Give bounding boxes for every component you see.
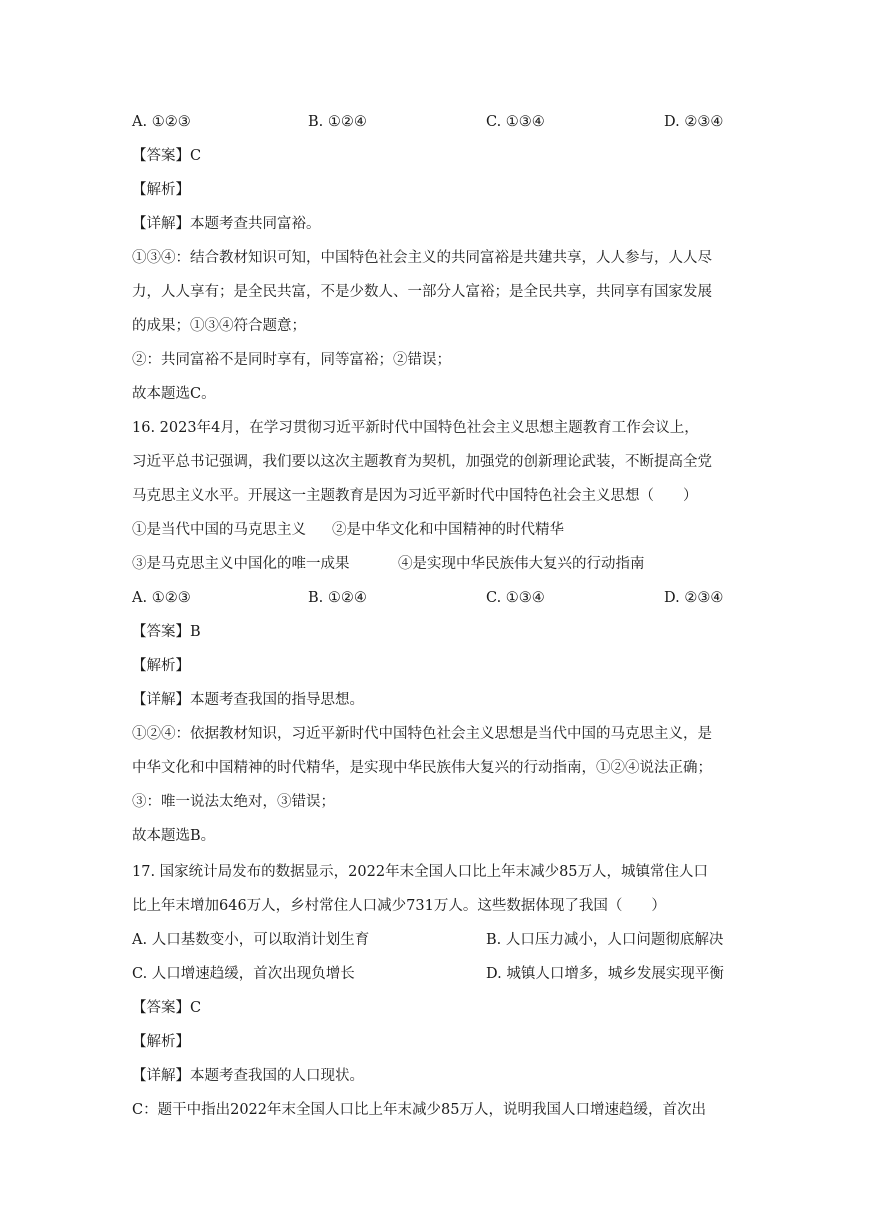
q16-stem-line: 习近平总书记强调，我们要以这次主题教育为契机，加强党的创新理论武装，不断提高全党 xyxy=(132,454,712,470)
q17-option-a: A. 人口基数变小，可以取消计划生育 xyxy=(132,932,370,948)
q17-stem-line: 17. 国家统计局发布的数据显示，2022年末全国人口比上年末减少85万人，城镇常住人口 xyxy=(132,864,709,880)
q15-analysis-heading: 【解析】 xyxy=(132,182,190,198)
q16-statement-4: ④是实现中华民族伟大复兴的行动指南 xyxy=(398,556,645,572)
q17-option-c: C. 人口增速趋缓，首次出现负增长 xyxy=(132,966,355,982)
q17-analysis-heading: 【解析】 xyxy=(132,1034,190,1050)
q16-option-b: B. ①②④ xyxy=(308,590,367,606)
q15-explain-line: ①③④：结合教材知识可知，中国特色社会主义的共同富裕是共建共享，人人参与，人人尽 xyxy=(132,250,712,266)
q16-answer: 【答案】B xyxy=(132,624,201,640)
q16-statement-3: ③是马克思主义中国化的唯一成果 xyxy=(132,556,350,572)
q17-option-b: B. 人口压力减小，人口问题彻底解决 xyxy=(486,932,724,948)
q16-explain-line: ③：唯一说法太绝对，③错误； xyxy=(132,794,335,810)
q15-option-d: D. ②③④ xyxy=(664,114,724,130)
q16-stem-line: 16. 2023年4月，在学习贯彻习近平新时代中国特色社会主义思想主题教育工作会议上， xyxy=(132,420,699,436)
q16-explain-line: ①②④：依据教材知识，习近平新时代中国特色社会主义思想是当代中国的马克思主义，是 xyxy=(132,726,712,742)
q15-explain-line: 的成果；①③④符合题意； xyxy=(132,318,306,334)
q16-statement-2: ②是中华文化和中国精神的时代精华 xyxy=(332,522,564,538)
q15-answer: 【答案】C xyxy=(132,148,202,164)
q15-explain-line: 力，人人享有；是全民共富，不是少数人、一部分人富裕；是全民共享，共同享有国家发展 xyxy=(132,284,712,300)
q17-stem-line: 比上年末增加646万人，乡村常住人口减少731万人。这些数据体现了我国（ ） xyxy=(132,898,666,914)
q16-conclusion: 故本题选B。 xyxy=(132,828,216,844)
q15-explain-line: ②：共同富裕不是同时享有，同等富裕；②错误； xyxy=(132,352,451,368)
q16-option-d: D. ②③④ xyxy=(664,590,724,606)
q16-analysis-heading: 【解析】 xyxy=(132,658,190,674)
q16-detail: 【详解】本题考查我国的指导思想。 xyxy=(132,692,364,708)
q17-option-d: D. 城镇人口增多，城乡发展实现平衡 xyxy=(486,966,724,982)
q16-option-a: A. ①②③ xyxy=(132,590,191,606)
q15-conclusion: 故本题选C。 xyxy=(132,386,216,402)
q16-explain-line: 中华文化和中国精神的时代精华，是实现中华民族伟大复兴的行动指南，①②④说法正确； xyxy=(132,760,712,776)
q17-detail: 【详解】本题考查我国的人口现状。 xyxy=(132,1068,364,1084)
q16-option-c: C. ①③④ xyxy=(486,590,545,606)
q16-stem-line: 马克思主义水平。开展这一主题教育是因为习近平新时代中国特色社会主义思想（ ） xyxy=(132,488,698,504)
q15-option-c: C. ①③④ xyxy=(486,114,545,130)
q17-explain-line: C：题干中指出2022年末全国人口比上年末减少85万人，说明我国人口增速趋缓，首次出 xyxy=(132,1102,706,1118)
q15-option-a: A. ①②③ xyxy=(132,114,191,130)
q15-option-b: B. ①②④ xyxy=(308,114,367,130)
q15-detail: 【详解】本题考查共同富裕。 xyxy=(132,216,321,232)
q17-answer: 【答案】C xyxy=(132,1000,202,1016)
q16-statement-1: ①是当代中国的马克思主义 xyxy=(132,522,306,538)
